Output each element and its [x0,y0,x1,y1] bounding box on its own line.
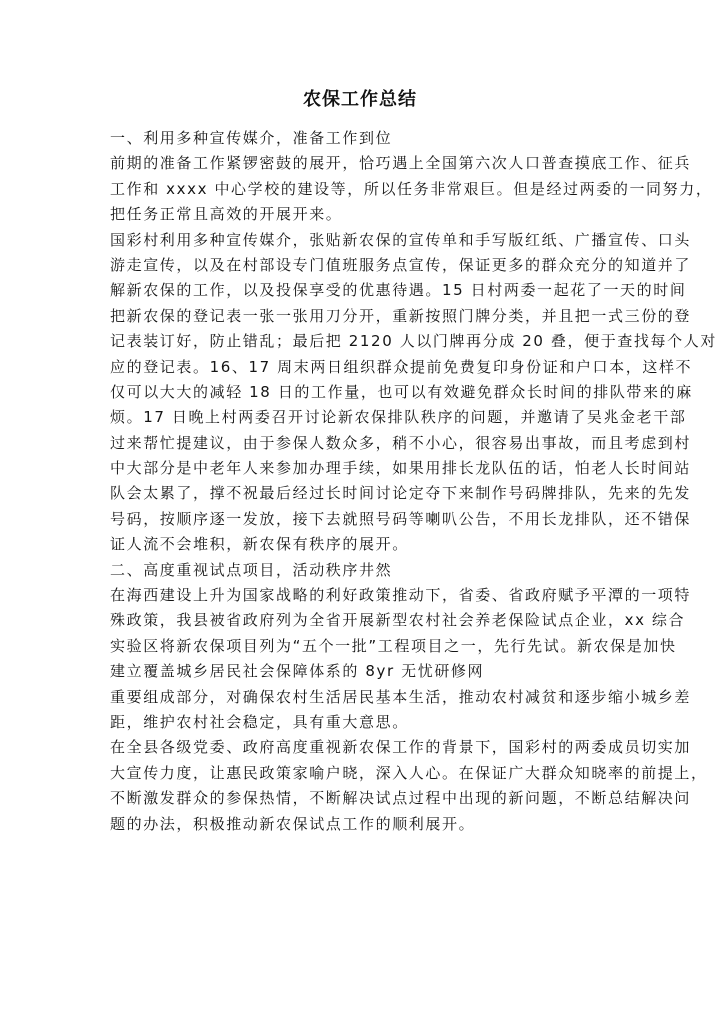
paragraph-line: 证人流不会堆积，新农保有秩序的展开。 [110,535,409,554]
paragraph-line: 国彩村利用多种宣传媒介，张贴新农保的宣传单和手写版红纸、广播宣传、口头 [110,230,692,249]
paragraph-line: 不断激发群众的参保热情，不断解决试点过程中出现的新问题，不断总结解决问 [110,789,692,808]
paragraph-line: 把任务正常且高效的开展开来。 [110,205,343,224]
paragraph-line: 解新农保的工作，以及投保享受的优惠待遇。15 日村两委一起花了一天的时间 [110,281,687,300]
paragraph-line: 重要组成部分，对确保农村生活居民基本生活，推动农村减贫和逐步缩小城乡差 [110,687,692,706]
paragraph-line: 题的办法，积极推动新农保试点工作的顺利展开。 [110,814,476,833]
paragraph-line: 建立覆盖城乡居民社会保障体系的 8yr 无忧研修网 [110,662,485,681]
document-title: 农保工作总结 [303,89,417,110]
paragraph-line: 工作和 xxxx 中心学校的建设等，所以任务非常艰巨。但是经过两委的一同努力， [110,179,713,198]
paragraph-line: 殊政策，我县被省政府列为全省开展新型农村社会养老保险试点企业，xx 综合 [110,611,686,630]
document-body [110,126,717,837]
paragraph-line: 应的登记表。16、17 周末两日组织群众提前免费复印身份证和户口本，这样不 [110,357,693,376]
paragraph-line: 游走宣传，以及在村部设专门值班服务点宣传，保证更多的群众充分的知道并了 [110,255,692,274]
paragraph-line: 烦。17 日晚上村两委召开讨论新农保排队秩序的问题，并邀请了吴兆金老干部 [110,408,687,427]
section-heading-1: 一、利用多种宣传媒介，准备工作到位 [110,129,393,147]
paragraph-line: 实验区将新农保项目列为“五个一批”工程项目之一，先行先试。新农保是加快 [110,636,677,655]
paragraph-line: 大宣传力度，让惠民政策家喻户晓，深入人心。在保证广大群众知晓率的前提上， [110,763,708,782]
paragraph-line: 在全县各级党委、政府高度重视新农保工作的背景下，国彩村的两委成员切实加 [110,738,692,757]
paragraph-line: 仅可以大大的减轻 18 日的工作量，也可以有效避免群众长时间的排队带来的麻 [110,382,693,401]
paragraph-line: 距，维护农村社会稳定，具有重大意思。 [110,712,409,731]
section-heading-2: 二、高度重视试点项目，活动秩序井然 [110,560,393,579]
paragraph-line: 过来帮忙提建议，由于参保人数众多，稍不小心，很容易出事故，而且考虑到村 [110,433,692,452]
paragraph-line: 号码，按顺序逐一发放，接下去就照号码等喇叭公告，不用长龙排队，还不错保 [110,509,692,528]
paragraph-line: 记表装订好，防止错乱；最后把 2120 人以门牌再分成 20 叠，便于查找每个人对 [110,332,717,351]
paragraph-line: 前期的准备工作紧锣密鼓的展开，恰巧遇上全国第六次人口普查摸底工作、征兵 [110,154,692,173]
paragraph-line: 在海西建设上升为国家战略的利好政策推动下，省委、省政府赋予平潭的一项特 [110,586,692,605]
paragraph-line: 队会太累了，撑不祝最后经过长时间讨论定夺下来制作号码牌排队，先来的先发 [110,484,692,503]
paragraph-line: 把新农保的登记表一张一张用刀分开，重新按照门牌分类，并且把一式三份的登 [110,306,692,325]
paragraph-line: 中大部分是中老年人来参加办理手续，如果用排长龙队伍的话，怕老人长时间站 [110,459,692,478]
